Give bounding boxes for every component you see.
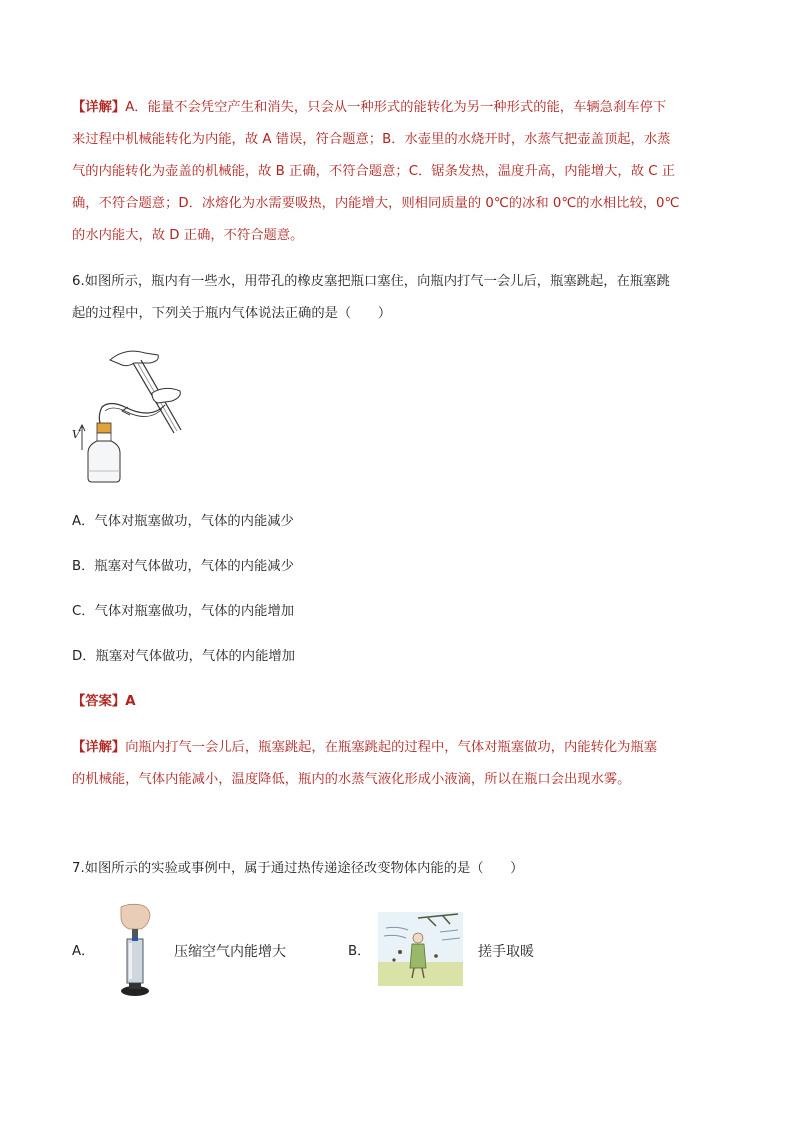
option-d[interactable]: D．瓶塞对气体做功，气体的内能增加	[72, 649, 295, 664]
detail-line-3: 气的内能转化为壶盖的机械能，故 B 正确，不符合题意；C．锯条发热，温度升高，内能增大，故 C 正	[72, 164, 676, 179]
detail-q6	[72, 732, 724, 796]
question-6-stem	[72, 266, 724, 330]
rub-hands-figure	[378, 912, 463, 986]
option-a[interactable]: A．气体对瓶塞做功，气体的内能减少	[72, 514, 294, 529]
q7-option-b-letter[interactable]: B．	[348, 944, 371, 959]
detail-line-2: 的机械能，气体内能减小，温度降低，瓶内的水蒸气液化形成小液滴，所以在瓶口会出现水雾。	[72, 772, 631, 787]
answer-value: A	[125, 694, 136, 709]
option-b[interactable]: B．瓶塞对气体做功，气体的内能减少	[72, 559, 294, 574]
detail-line-1: 【详解】A．能量不会凭空产生和消失，只会从一种形式的能转化为另一种形式的能，车辆急刹车停下	[72, 100, 667, 115]
question-line-1: 6.如图所示，瓶内有一些水，用带孔的橡皮塞把瓶口塞住，向瓶内打气一会儿后，瓶塞跳起，在瓶塞跳	[72, 274, 670, 289]
detail-line-4: 确，不符合题意；D．冰熔化为水需要吸热，内能增大，则相同质量的 0℃的冰和 0℃的水相比较，0℃	[72, 196, 680, 211]
velocity-label: V	[72, 428, 80, 441]
answer-line	[72, 692, 135, 712]
detail-line-1: 【详解】向瓶内打气一会儿后，瓶塞跳起，在瓶塞跳起的过程中，气体对瓶塞做功，内能转化为瓶塞	[72, 740, 658, 755]
question-line-2: 起的过程中，下列关于瓶内气体说法正确的是（ ）	[72, 306, 392, 321]
question-7-stem: 7.如图所示的实验或事例中，属于通过热传递途径改变物体内能的是（ ）	[72, 861, 524, 876]
compress-air-figure	[115, 903, 155, 998]
bottle-pump-illustration	[70, 345, 200, 485]
option-c[interactable]: C．气体对瓶塞做功，气体的内能增加	[72, 604, 295, 619]
q7-option-a-letter[interactable]: A．	[72, 944, 95, 959]
q7-option-a-caption: 压缩空气内能增大	[174, 944, 286, 960]
detail-line-2: 来过程中机械能转化为内能，故 A 错误，符合题意；B．水壶里的水烧开时，水蒸气把壶盖顶起，水蒸	[72, 132, 671, 147]
q7-option-b-caption: 搓手取暖	[478, 944, 534, 960]
bottle-pump-figure	[70, 345, 200, 485]
detail-line-5: 的水内能大，故 D 正确，不符合题意。	[72, 228, 304, 243]
detail-q5	[72, 92, 724, 252]
answer-tag: 【答案】	[72, 694, 126, 709]
